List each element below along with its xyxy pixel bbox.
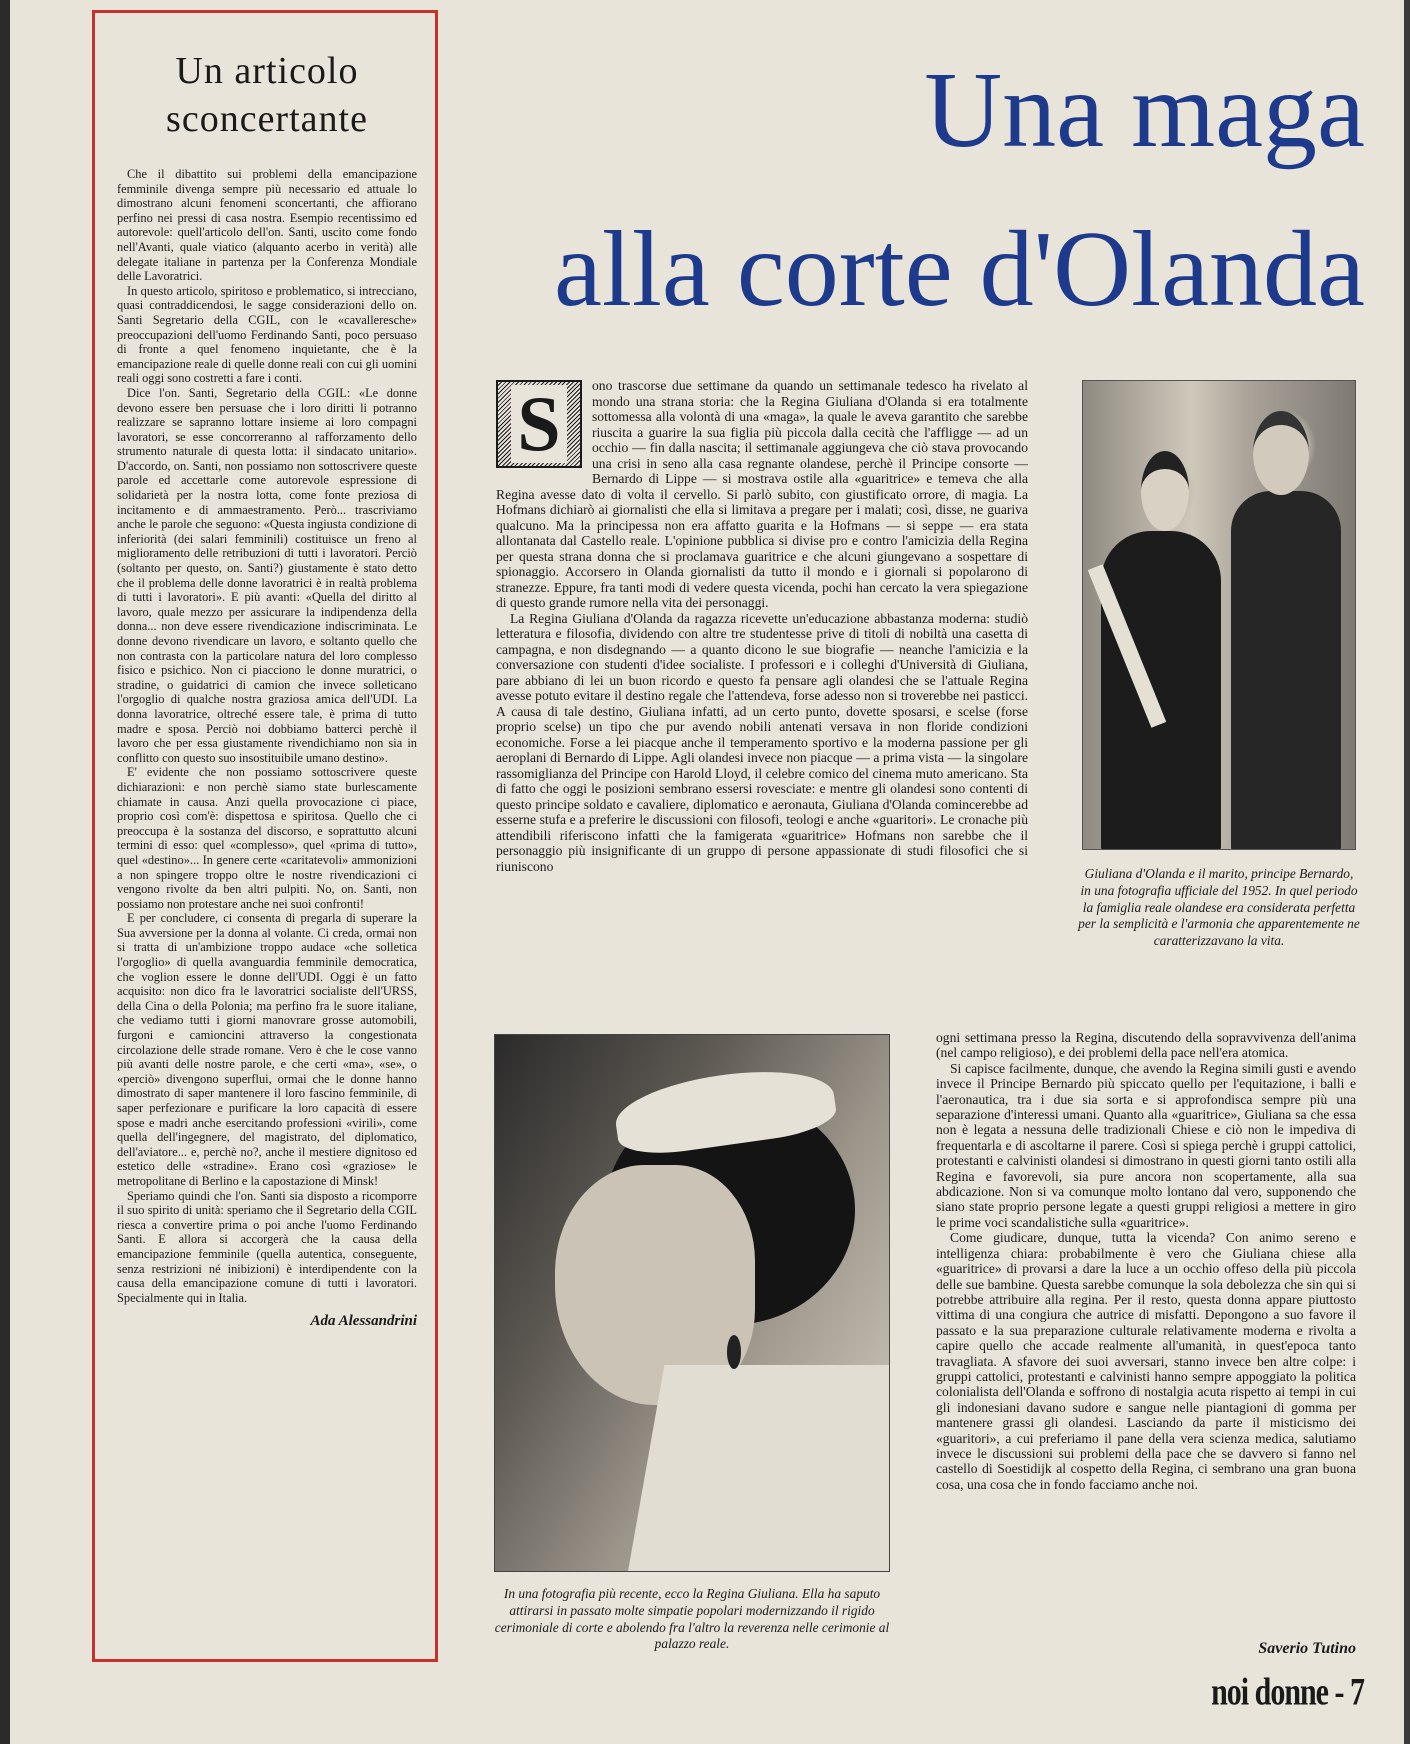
queen-portrait-photo (494, 1034, 890, 1572)
sidebar-paragraph: E per concludere, ci consenta di pregarla di superare la Sua avversione per la donna al volante. Ci creda, ormai non si tratta di un'ambizione troppo audace «che solletica l'orgoglio» di quella avanguardia femminile democratica, che voglion essere le donne dell'UDI. Oggi è un fatto acquisito: non dico fra le lavoratrici socialiste dell'URSS, della Cina o della Polonia; ma perfino fra le suore italiane, che vediamo tutti i giorni manovrare grosse automobili, furgoni e camioncini attraverso la congestionata circolazione delle strade romane. Vero è che le cose vanno più avanti delle nostre parole, e che certi «ma», «se», o «perciò» divengono superflui, ormai che le donne hanno dimostrato di saper mantenere il loro fascino femminile, di saper perfezionare e purificare la loro capacità di essere spose e madri anche esercitando professioni «virili», come quella dell'ingegnere, del magistrato, del diplomatico, dell'aviatore... e, perchè no?, anche il mestiere dignitoso ed estetico delle «stradine». Erano così «graziose» le metropolitane di Berlino e la capostazione di Minsk! (117, 911, 417, 1188)
article-signature: Saverio Tutino (1258, 1640, 1356, 1657)
sidebar-title-line1: Un articolo (175, 50, 359, 92)
sidebar-paragraph: In questo articolo, spiritoso e problematico, si intrecciano, quasi contraddicendosi, le sagge considerazioni dello on. Santi Segretario della CGIL, con le «cavalleresche» preoccupazioni dell'uomo Ferdinando Santi, poco persuaso di fronte a quel fenomeno inquietante, che è la emancipazione reale di quelle donne reali con cui gli uomini reali oggi sono costretti a fare i conti. (117, 283, 417, 386)
article-paragraph: ono trascorse due settimane da quando un settimanale tedesco ha rivelato al mondo una strana storia: che la Regina Giuliana d'Olanda si era totalmente sottomessa alla volontà di una «maga», la quale le aveva garantito che sarebbe riuscita a guarire la sua figlia più piccola dalla cecità che l'affligge — ad un occhio — fin dalla nascita; il settimanale aggiungeva che ciò stava provocando una crisi in seno alla casa regnante olandese, perchè il Principe consorte — Bernardo di Lippe — si mostrava ostile alla «guaritrice» e temeva che alla Regina avesse dato di volta il cervello. Si parlò subito, con giustificato orrore, di magia. La Hofmans dichiarò ai giornalisti che ella si limitava a pregare per i malati; così, disse, ne guariva qualcuno. Ma la principessa non era affatto guarita e la Hofmans — si seppe — era stata allontanata dal Castello reale. L'opinione pubblica si divise pro e contro l'amicizia della Regina per questa strana donna che si proclamava guaritrice e che alcuni giungevano a sospettare di spionaggio. Accorsero in Olanda giornalisti da tutto il mondo e i giornali si popolarono di stranezze. Eppure, fra tanti modi di vedere questa vicenda, pochi han cercato la vera spiegazione di questo grande rumore nella vita dei personaggi. (496, 378, 1028, 610)
article-paragraph: La Regina Giuliana d'Olanda da ragazza ricevette un'educazione abbastanza moderna: studiò letteratura e filosofia, dividendo con altre tre studentesse prive di titoli di nobiltà una casetta di campagna, e non disdegnando — a quanto dicono le sue biografie — neanche l'amicizia e la conversazione con studenti d'idee socialiste. I professori e i colleghi d'Università di Giuliana, pare abbiano di lei un buon ricordo e questo fa pensare agli olandesi che se l'attuale Regina avesse potuto evitare il destino regale che l'attendeva, forse adesso non si troverebbe nei pasticci. A causa di tale destino, Giuliana infatti, ad un certo punto, dovette sposarsi, e scelse (forse proprio scelse) un tipo che pur avendo nobili antenati versava in non floride condizioni economiche. Forse a lei piacque anche il temperamento sportivo e la moderna passione per gli aeroplani di Bernardo di Lippe. Agli olandesi invece non piacque — a prima vista — la singolare rassomiglianza del Principe con Harold Lloyd, il celebre comico del cinema muto americano. Sta di fatto che oggi le posizioni sembrano essersi rovesciate: e mentre gli olandesi sono contenti di questo principe soldato e cavaliere, diplomatico e aeronauta, Giuliana d'Olanda comincerebbe ad esserne stufa e a preferire le discussioni con filosofi, teologi e anche «guaritori». Le cronache più attendibili riferiscono infatti che la famigerata «guaritrice» Hofmans non sarebbe che il personaggio più insignificante di un gruppo di persone appassionate di studi filosofici che si riuniscono (496, 610, 1028, 874)
prince-head (1253, 411, 1309, 495)
article-paragraph: Come giudicare, dunque, tutta la vicenda? Con animo sereno e intelligenza chiara: probabilmente è vero che Giuliana chiese alla «guaritrice» di provarsi a dare la luce a un occhio offeso della più piccola delle sue bambine. Questa sarebbe comunque la sola debolezza che sin qui si potrebbe attribuire alla regina. Per il resto, questa donna appare piuttosto vittima di una congiura che autrice di misfatti. Depongono a suo favore il passato e la sua preparazione culturale relativamente moderna e rivolta a capire quello che accade realmente all'umanità, in quest'epoca tanto travagliata. A sfavore dei suoi avversari, stanno invece ben altre colpe: i gruppi cattolici, protestanti e calvinisti hanno sempre appoggiato la politica colonialista dell'Olanda e soffrono di nostalgia acuta rispetto ai tempi in cui gli indonesiani davano sudore e sangue nelle piantagioni di gomma per mantenere grassi gli olandesi. Lasciando da parte il misticismo dei «guaritori», a cui preferiamo il pane della vera scienza medica, salutiamo invece le discussioni sui problemi della pace che se davvero si fanno nel castello di Soestidijk al cospetto della Regina, ci sembrano una gran buona cosa, una cosa che in fondo facciamo anche noi. (936, 1230, 1356, 1492)
sidebar-signature: Ada Alessandrini (310, 1313, 417, 1330)
headline (470, 51, 1365, 335)
queen-head (1141, 451, 1189, 531)
main-article-upper (496, 378, 1028, 874)
headline-line1: Una maga (924, 51, 1365, 171)
portrait-collar (626, 1365, 890, 1572)
article-paragraph: Si capisce facilmente, dunque, che avendo la Regina simili gusti e avendo invece il Principe Bernardo più spiccato quello per l'equitazione, i balli e l'aeronautica, tra i due sia sorta e si approfondisca sempre più una separazione d'interessi umani. Quanto alla «guaritrice», Giuliana sa che essa non è legata a nessuna delle tradizionali Chiese e ciò non le impediva di frequentarla e di ascoltarne il parere. Così si spiega perchè i gruppi cattolici, protestanti e calvinisti olandesi si dimostrano in questi giorni tanto ostili alla Regina e favorevoli, sia pure ancora non scopertamente, alla sua abdicazione. Non si va comunque molto lontano dal vero, supponendo che siano state proprio persone legate a questi gruppi religiosi a mettere in giro le prime voci scandalistiche sulla «guaritrice». (936, 1060, 1356, 1230)
queen-figure (1101, 531, 1221, 850)
sidebar-paragraph: Che il dibattito sui problemi della emancipazione femminile divenga sempre più necessario ed attuale lo dimostrano alcuni fenomeni sconcertanti, che affiorano perfino nei pressi di casa nostra. Esempio recentissimo ed autorevole: quell'articolo dell'on. Santi, uscito come fondo nell'Avanti, quale viatico (alquanto acerbo in verità) alle delegate italiane in partenza per la Conferenza Mondiale delle Lavoratrici. (117, 167, 417, 284)
sidebar-paragraph: E' evidente che non possiamo sottoscrivere queste dichiarazioni: e non perchè siamo state burlescamente chiamate in causa. Anzi quella provocazione ci piace, proprio così com'è: dispettosa e spiritosa. Quello che ci preoccupa è la sostanza del discorso, e soprattutto alcuni termini di esso: quel «complesso», quel «prima di tutto», quel «destino»... In genere certe «caritatevoli» ammonizioni a non spingere troppo oltre le nostre rivendicazioni ci vengono rivolte da ben altri pulpiti. No, on. Santi, non possiamo non protestare anche nei suoi confronti! (117, 765, 417, 911)
main-article-lower (936, 1030, 1356, 1492)
sidebar-article (92, 10, 438, 1662)
dropcap (496, 380, 582, 468)
page-footer: noi donne - 7 (1211, 1670, 1364, 1714)
prince-figure (1231, 491, 1341, 850)
sidebar-title (117, 47, 417, 143)
portrait-earring (727, 1335, 741, 1369)
article-paragraph: ogni settimana presso la Regina, discutendo della sopravvivenza dell'anima (nel campo religioso), e dei problemi della pace nell'era atomica. (936, 1030, 1356, 1061)
photo1-caption: Giuliana d'Olanda e il marito, principe Bernardo, in una fotografia ufficiale del 1952. In quel periodo la famiglia reale olandese era considerata perfetta per la semplicità e l'armonia che apparentemente ne caratterizzavano la vita. (1078, 866, 1360, 949)
sidebar-paragraph: Dice l'on. Santi, Segretario della CGIL: «Le donne devono essere ben persuase che i loro diritti li potranno realizzare se sapranno lottare insieme ai loro compagni lavoratori, se esse concorreranno al rafforzamento dello strumento naturale di questa lotta: il sindacato unitario». D'accordo, on. Santi, non possiamo non sottoscrivere queste parole ed accettarle come autorevole espressione di solidarietà per la nostra lotta, come fonte preziosa di incitamento e di ammaestramento. Però... trascriviamo anche le parole che seguono: «Questa ingiusta condizione di inferiorità (dei salari femminili) costituisce un freno al miglioramento delle retribuzioni di tutti i lavoratori. Perciò (soltanto per questo, on. Santi?) giustamente è stato detto che il problema delle donne lavoratrici è in realtà problema di tutti i lavoratori». E più avanti: «Quella del diritto al lavoro, quale mezzo per assicurare la indipendenza della donna... non deve essere rivendicazione indiscriminata. Le donne devono rivendicare un lavoro, e soltanto quello che non contrasta con la particolare natura del loro complesso fisico e psichico. Non ci piacciono le donne muratrici, o stradine, o guidatrici di camion che invece solleticano l'orgoglio di qualche nostra graziosa amica dell'UDI. La donna lavoratrice, oltreché essere tale, è prima di tutto madre e sposa. Perciò noi dobbiamo batterci perchè il lavoro che per essa giustamente rivendichiamo non sia in conflitto con questo suo insostituibile umano destino». (117, 385, 417, 765)
sidebar-paragraph: Speriamo quindi che l'on. Santi sia disposto a ricomporre il suo spirito di unità: speriamo che il Segretario della CGIL riesca a convertire prima o poi anche l'uomo Ferdinando Santi. E allora si accorgerà che la causa della emancipazione femminile (quella autentica, conseguente, senza restrizioni né inibizioni) è interdipendente con la causa della emancipazione comune di tutti i lavoratori. Specialmente qui in Italia. (117, 1188, 417, 1305)
dropcap-letter: S (511, 385, 566, 463)
sidebar-title-line2: sconcertante (166, 98, 368, 140)
headline-line2: alla corte d'Olanda (553, 210, 1365, 330)
page-binding-edge (0, 0, 10, 1744)
page-right-edge (1404, 0, 1410, 1744)
royal-couple-photo (1082, 380, 1356, 850)
photo2-caption: In una fotografia più recente, ecco la Regina Giuliana. Ella ha saputo attirarsi in passato molte simpatie popolari modernizzando il rigido cerimoniale di corte e abolendo fra l'altro la reverenza nelle cerimonie al palazzo reale. (494, 1586, 890, 1652)
sidebar-body (117, 167, 417, 1305)
